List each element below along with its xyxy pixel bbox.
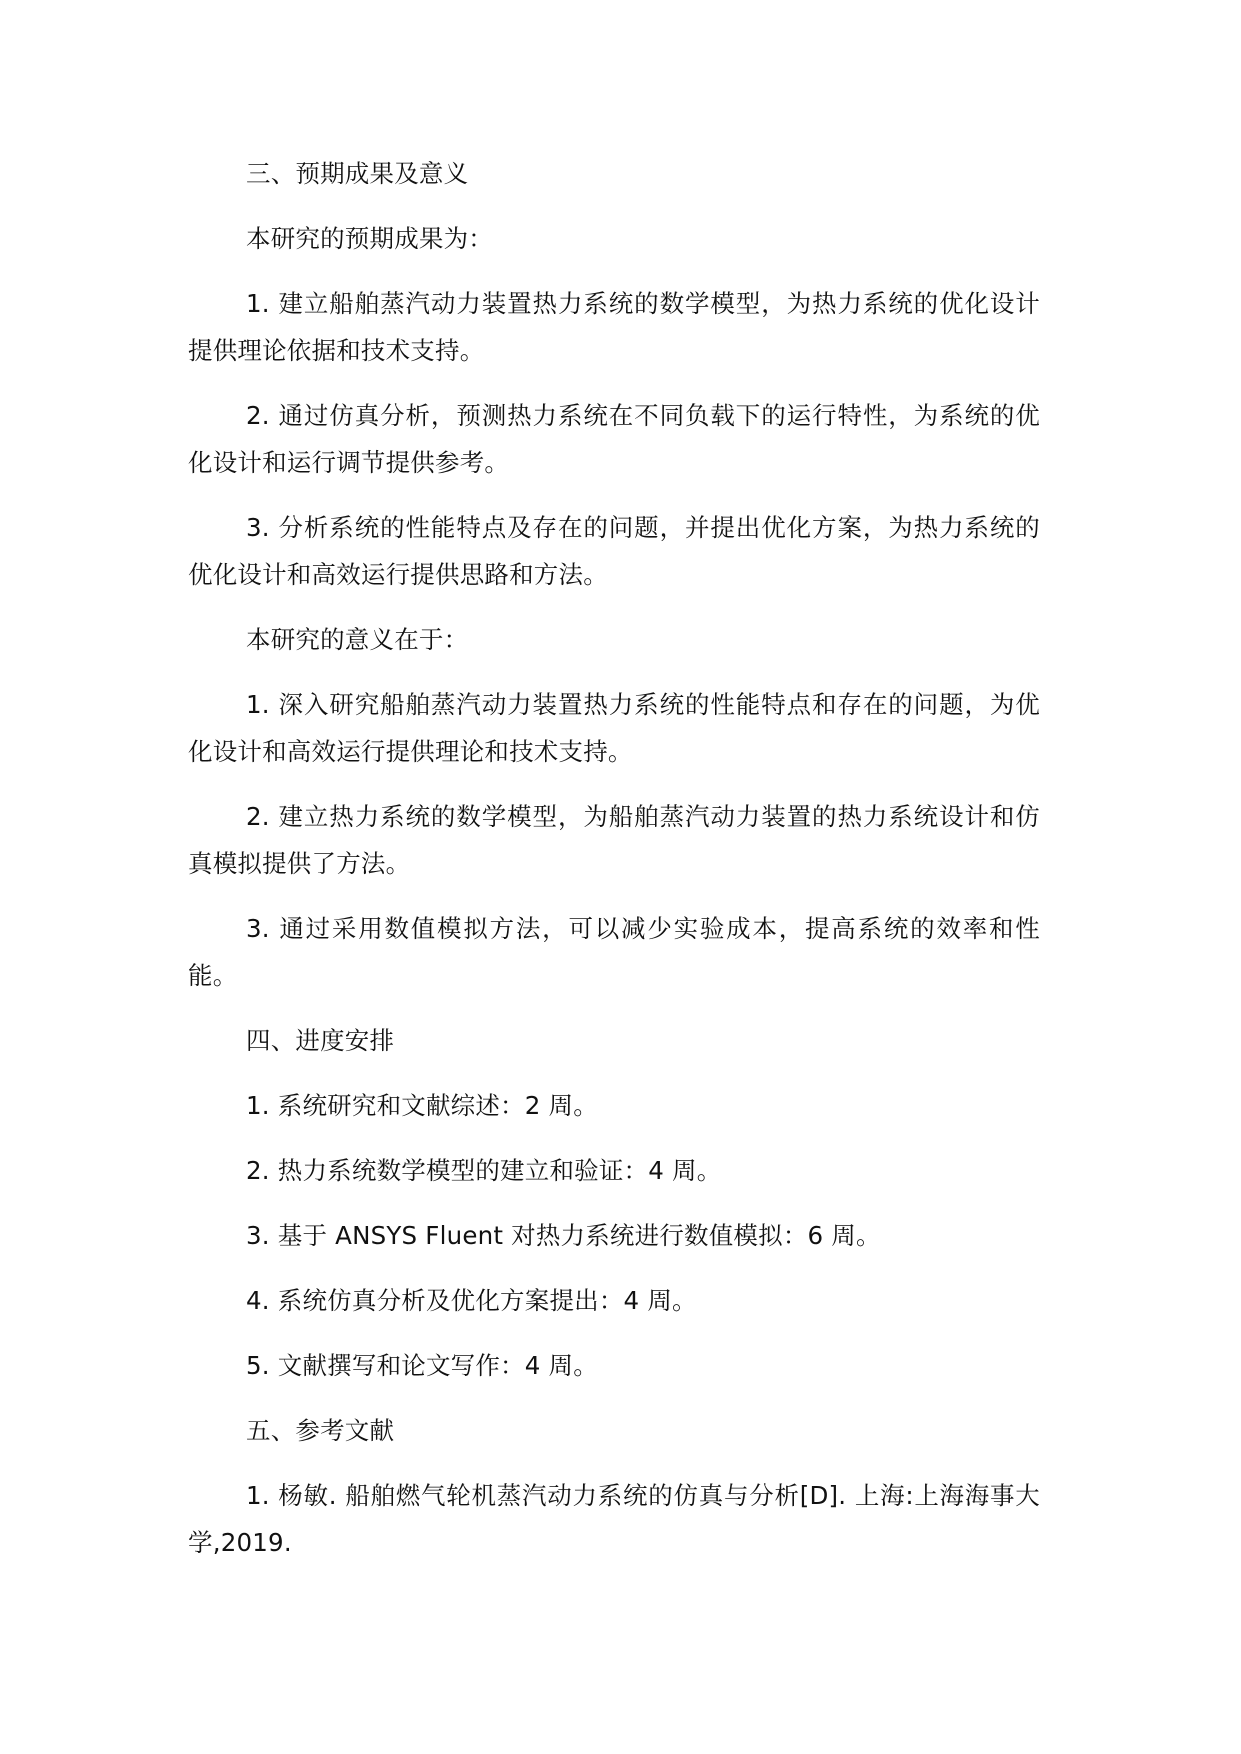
schedule-item-4: 4. 系统仿真分析及优化方案提出：4 周。 bbox=[246, 1286, 697, 1315]
schedule-item-3: 3. 基于 ANSYS Fluent 对热力系统进行数值模拟：6 周。 bbox=[246, 1221, 881, 1250]
significance-item-1: 1. 深入研究船舶蒸汽动力装置热力系统的性能特点和存在的问题，为优化设计和高效运行提供理论和技术支持。 bbox=[188, 690, 1040, 766]
schedule-item-5: 5. 文献撰写和论文写作：4 周。 bbox=[246, 1351, 598, 1380]
significance-item-2: 2. 建立热力系统的数学模型，为船舶蒸汽动力装置的热力系统设计和仿真模拟提供了方法。 bbox=[188, 802, 1040, 878]
schedule-item-1: 1. 系统研究和文献综述：2 周。 bbox=[246, 1091, 598, 1120]
section4-heading: 四、进度安排 bbox=[246, 1026, 395, 1055]
section5-heading: 五、参考文献 bbox=[246, 1416, 395, 1445]
significance-intro: 本研究的意义在于： bbox=[246, 625, 469, 654]
result-item-1: 1. 建立船舶蒸汽动力装置热力系统的数学模型，为热力系统的优化设计提供理论依据和技术支持。 bbox=[188, 289, 1040, 365]
significance-item-3: 3. 通过采用数值模拟方法，可以减少实验成本，提高系统的效率和性能。 bbox=[188, 914, 1040, 990]
result-item-3: 3. 分析系统的性能特点及存在的问题，并提出优化方案，为热力系统的优化设计和高效运行提供思路和方法。 bbox=[188, 513, 1040, 589]
page-content bbox=[188, 150, 1040, 1566]
reference-item-1: 1. 杨敏. 船舶燃气轮机蒸汽动力系统的仿真与分析[D]. 上海:上海海事大学,2019. bbox=[188, 1481, 1040, 1557]
result-item-2: 2. 通过仿真分析，预测热力系统在不同负载下的运行特性，为系统的优化设计和运行调节提供参考。 bbox=[188, 401, 1040, 477]
section3-heading: 三、预期成果及意义 bbox=[246, 159, 469, 188]
results-intro: 本研究的预期成果为： bbox=[246, 224, 493, 253]
schedule-item-2: 2. 热力系统数学模型的建立和验证：4 周。 bbox=[246, 1156, 722, 1185]
